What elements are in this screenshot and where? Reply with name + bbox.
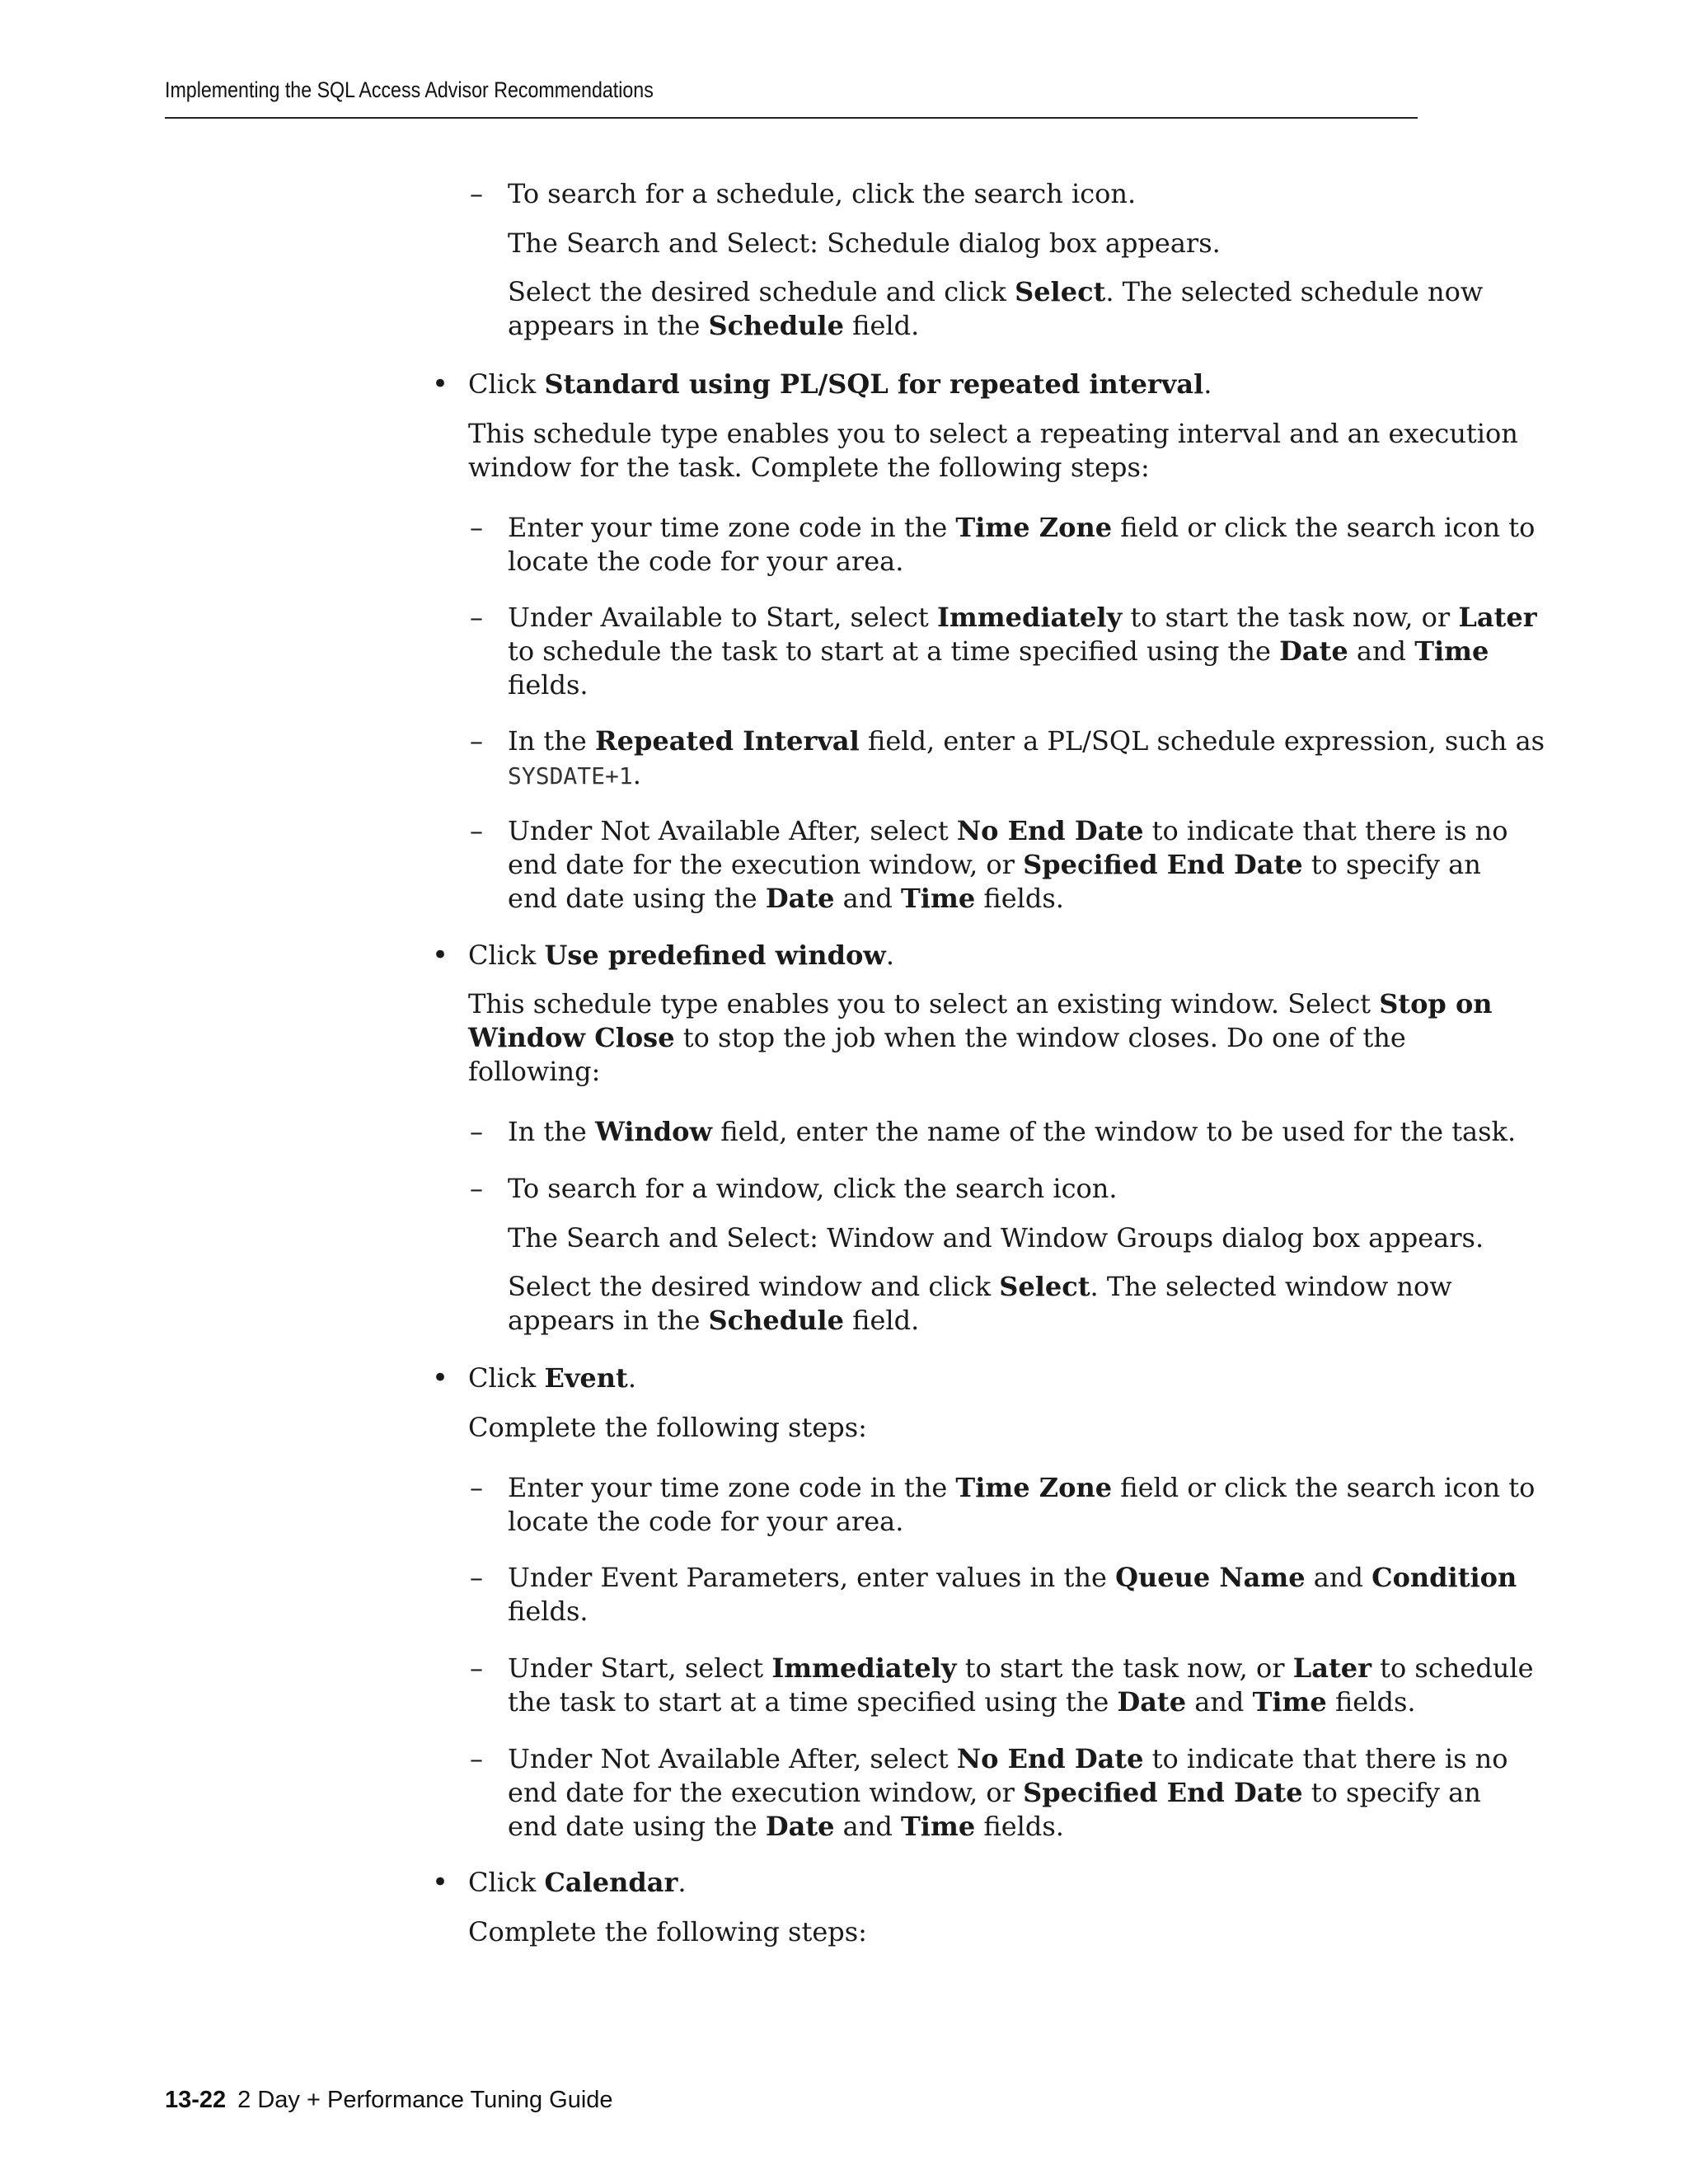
dash-marker: – — [470, 1472, 483, 1503]
page-number: 13-22 — [165, 2087, 227, 2113]
paragraph: The Search and Select: Schedule dialog box appears. — [508, 227, 1221, 259]
list-item: To search for a window, click the search icon. — [508, 1173, 1118, 1204]
bullet-item: Click Event. — [468, 1362, 636, 1394]
dash-marker: – — [470, 1562, 483, 1593]
bullet-item: Click Use predefined window. — [468, 940, 894, 971]
bullet-item: Click Standard using PL/SQL for repeated interval. — [468, 368, 1212, 400]
dash-marker: – — [470, 1743, 483, 1774]
bullet-marker: • — [432, 368, 449, 401]
paragraph: Select the desired window and click Select. The selected window now appears in the Schedule field. — [508, 1271, 1452, 1336]
page-footer — [165, 2087, 613, 2114]
book-title: 2 Day + Performance Tuning Guide — [237, 2087, 613, 2113]
paragraph: Complete the following steps: — [468, 1412, 867, 1443]
list-item: Under Not Available After, select No End Date to indicate that there is no end date for the execution window, or Specified End Date to specify an end date using the Date and Time fields. — [508, 1743, 1508, 1842]
dash-marker: – — [470, 725, 483, 757]
paragraph: This schedule type enables you to select a repeating interval and an execution window for the task. Complete the following steps: — [468, 418, 1518, 483]
dash-marker: – — [470, 1652, 483, 1684]
list-item: Under Start, select Immediately to start the task now, or Later to schedule the task to start at a time specified using the Date and Time fields. — [508, 1652, 1534, 1718]
bullet-item: Click Calendar. — [468, 1867, 687, 1898]
list-item: Under Event Parameters, enter values in the Queue Name and Condition fields. — [508, 1562, 1517, 1627]
dash-marker: – — [470, 1173, 483, 1204]
dash-marker: – — [470, 1116, 483, 1147]
list-item: To search for a schedule, click the search icon. — [508, 178, 1137, 209]
list-item: Under Available to Start, select Immediately to start the task now, or Later to schedule the task to start at a time specified using the Date and Time fields. — [508, 602, 1537, 701]
list-item: Enter your time zone code in the Time Zone field or click the search icon to locate the code for your area. — [508, 512, 1536, 577]
bullet-marker: • — [432, 1866, 449, 1899]
list-item: Under Not Available After, select No End Date to indicate that there is no end date for the execution window, or Specified End Date to specify an end date using the Date and Time fields. — [508, 815, 1508, 914]
bullet-marker: • — [432, 939, 449, 972]
list-item: Enter your time zone code in the Time Zone field or click the search icon to locate the code for your area. — [508, 1472, 1536, 1537]
code-snippet: SYSDATE+1 — [508, 762, 633, 790]
paragraph: This schedule type enables you to select an existing window. Select Stop on Window Close to stop the job when the window closes. Do one of the following: — [468, 988, 1493, 1087]
paragraph: The Search and Select: Window and Window Groups dialog box appears. — [508, 1222, 1484, 1254]
dash-marker: – — [470, 178, 483, 209]
dash-marker: – — [470, 602, 483, 633]
list-item: In the Repeated Interval field, enter a PL/SQL schedule expression, such as SYSDATE+1. — [508, 725, 1545, 790]
bullet-marker: • — [432, 1361, 449, 1394]
paragraph: Complete the following steps: — [468, 1916, 867, 1947]
dash-marker: – — [470, 512, 483, 543]
dash-marker: – — [470, 815, 483, 846]
header-title: Implementing the SQL Access Advisor Recommendations — [165, 77, 654, 102]
paragraph: Select the desired schedule and click Select. The selected schedule now appears in the Schedule field. — [508, 276, 1484, 341]
list-item: In the Window field, enter the name of the window to be used for the task. — [508, 1116, 1517, 1147]
